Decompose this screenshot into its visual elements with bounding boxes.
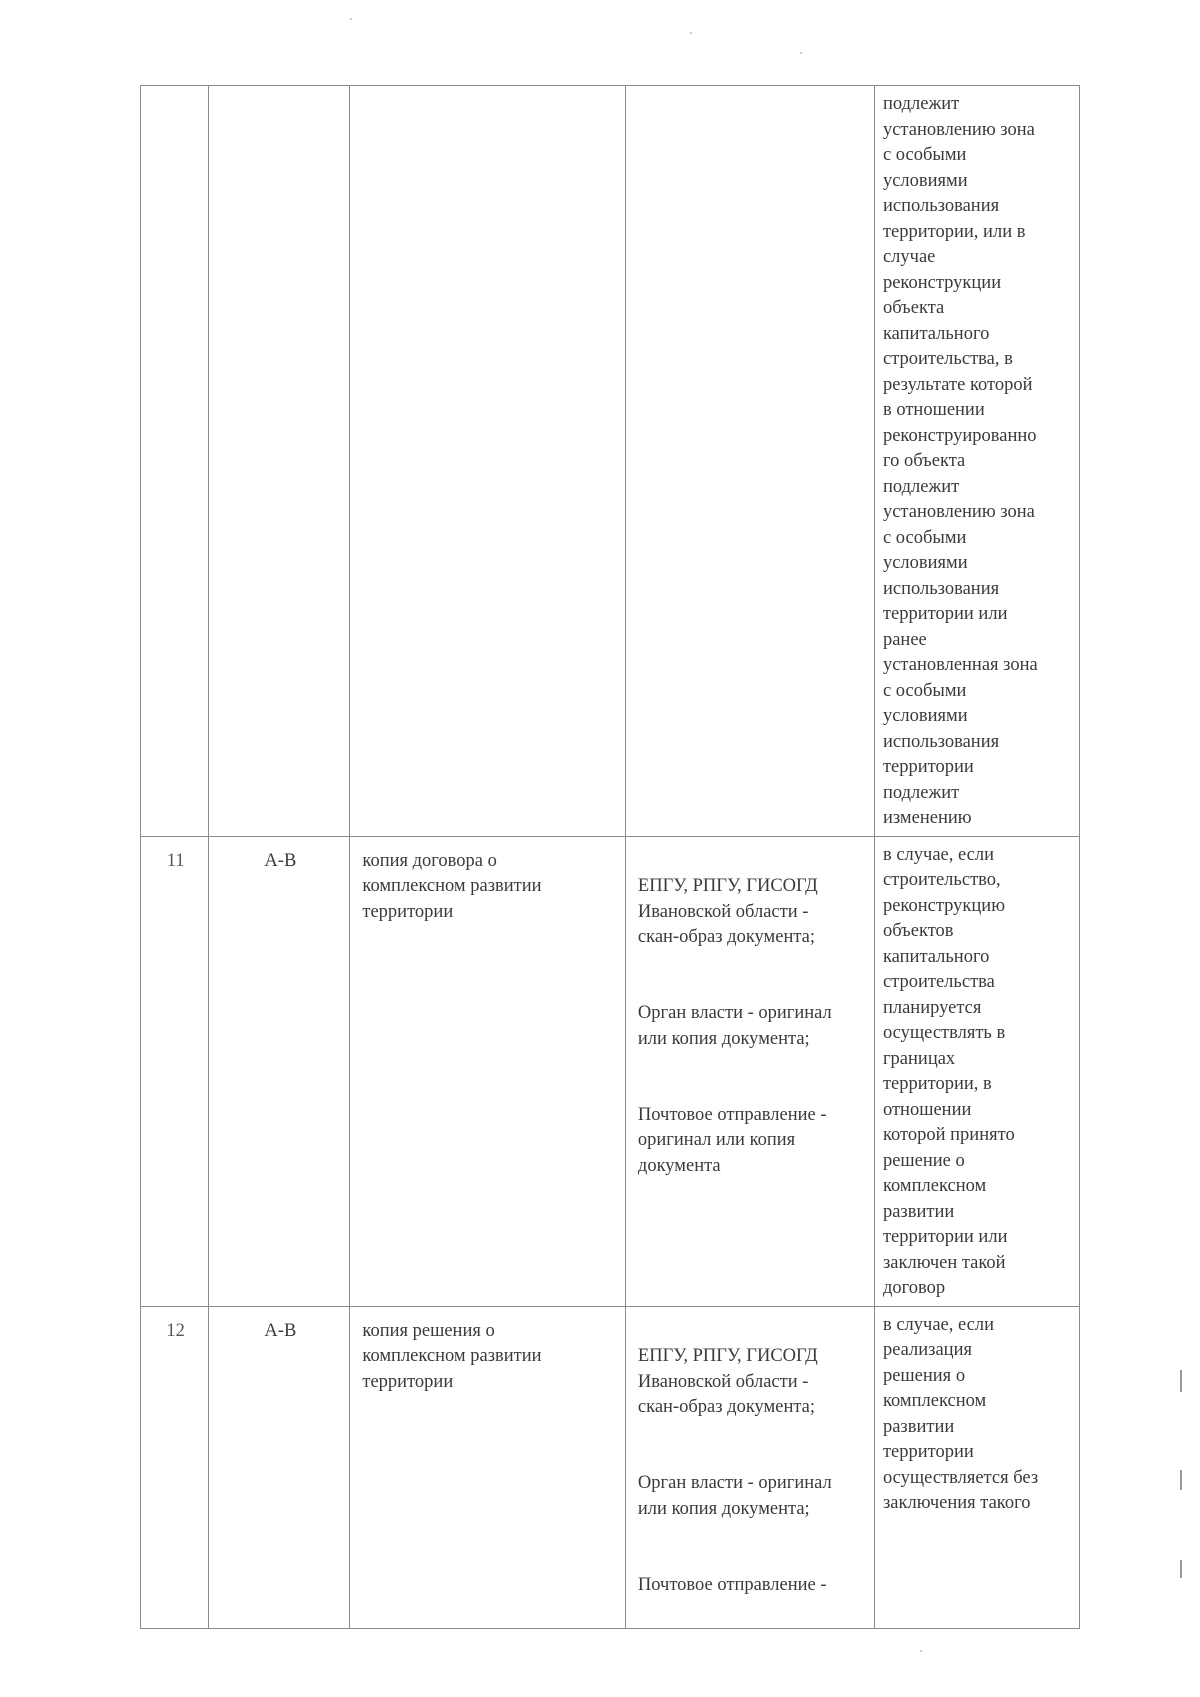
condition-cell: в случае, если строительство, реконструкцию объектов капитального строительства планируется осуществлять в границах территории, в отношении которой принято решение о комплексном развитии территории или заключен такой договор xyxy=(874,836,1079,1306)
submission-method-item: ЕПГУ, РПГУ, ГИСОГД Ивановской области - скан-образ документа; xyxy=(637,1346,818,1417)
scan-speck xyxy=(690,32,692,34)
submission-method-item: Почтовое отправление - оригинал или копия документа xyxy=(637,1104,827,1176)
row-number-cell: 11 xyxy=(141,836,209,1306)
table-row xyxy=(141,836,1080,1306)
submission-method-item: Почтовое отправление - xyxy=(637,1574,827,1595)
submission-method-item: Орган власти - оригинал или копия документа; xyxy=(637,1473,832,1519)
scan-speck xyxy=(920,1650,922,1652)
submission-method-item: ЕПГУ, РПГУ, ГИСОГД Ивановской области - скан-образ документа; xyxy=(637,876,818,947)
submission-method-item: Орган власти - оригинал или копия документа; xyxy=(637,1003,832,1049)
scan-speck xyxy=(350,18,352,20)
scan-edge-mark xyxy=(1180,1470,1182,1490)
submission-method-cell xyxy=(625,836,874,1306)
scan-edge-mark xyxy=(1180,1560,1182,1578)
scan-edge-mark xyxy=(1180,1370,1182,1392)
row-number-cell xyxy=(141,86,209,837)
document-name-cell: копия договора о комплексном развитии территории xyxy=(350,836,626,1306)
submission-method-cell xyxy=(625,1306,874,1628)
table-row xyxy=(141,86,1080,837)
applicant-category-cell xyxy=(209,86,350,837)
row-number-cell: 12 xyxy=(141,1306,209,1628)
documents-table xyxy=(140,85,1080,1629)
document-name-cell xyxy=(350,86,626,837)
condition-cell: подлежит установлению зона с особыми условиями использования территории, или в случае реконструкции объекта капитального строительства, в результате которой в отношении реконструированно го объекта подлежит установлению зона с особыми условиями использования территории или ранее установленная зона с особыми условиями использования территории подлежит изменению xyxy=(874,86,1079,837)
applicant-category-cell: А-В xyxy=(209,1306,350,1628)
scan-speck xyxy=(800,52,802,54)
submission-method-cell xyxy=(625,86,874,837)
table-row xyxy=(141,1306,1080,1628)
applicant-category-cell: А-В xyxy=(209,836,350,1306)
condition-cell: в случае, если реализация решения о комплексном развитии территории осуществляется без заключения такого xyxy=(874,1306,1079,1628)
document-name-cell: копия решения о комплексном развитии территории xyxy=(350,1306,626,1628)
